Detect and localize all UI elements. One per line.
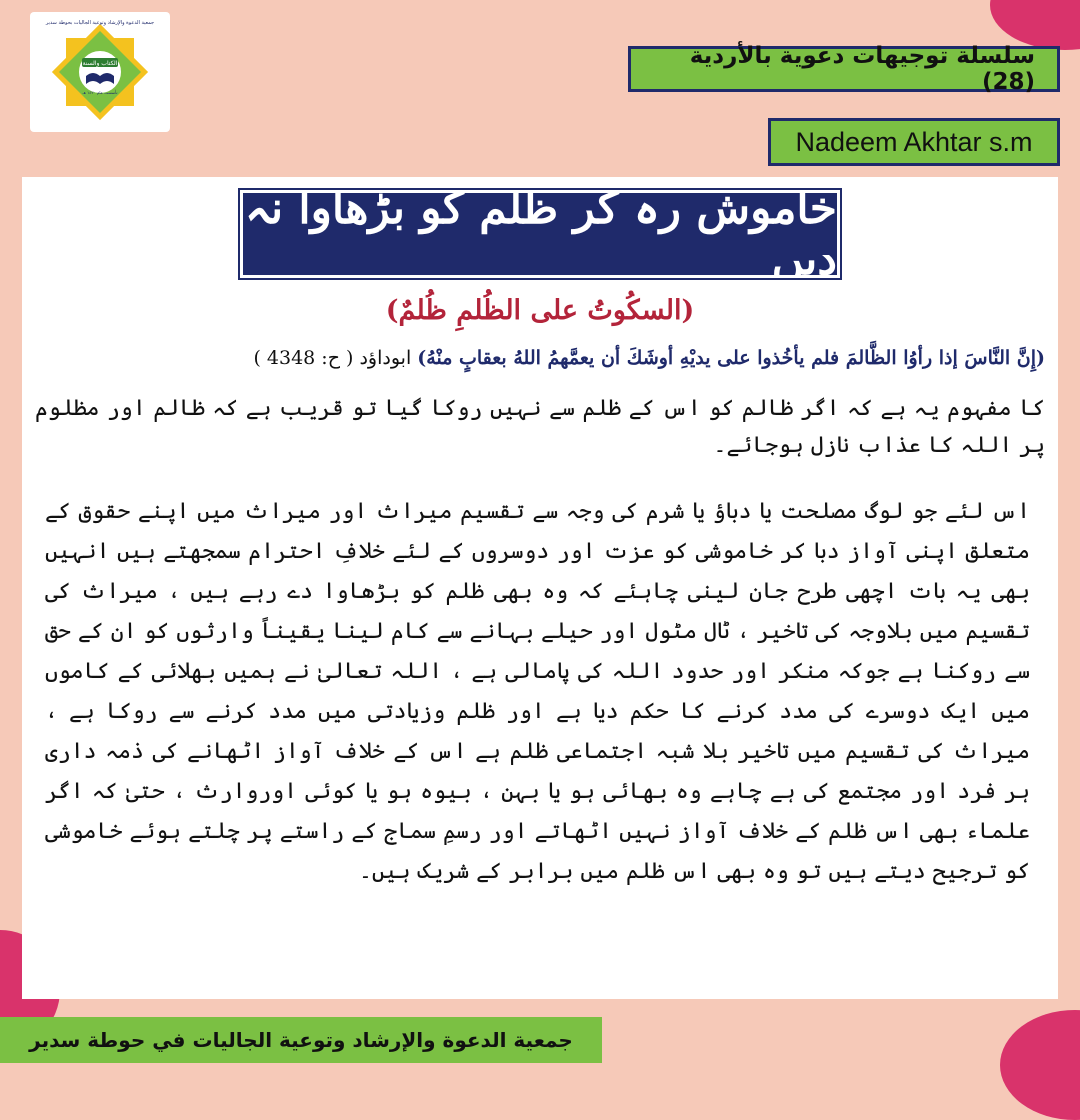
- author-banner: [768, 118, 1060, 166]
- footer-banner: [0, 1017, 602, 1063]
- hadith-text: (إِنَّ النَّاسَ إذا رأوُا الظَّالمَ فلم يأخُذوا على يديْهِ أوشَكَ أن يعمَّهمُ اللهُ بعقابٍ منْهُ): [417, 347, 1045, 369]
- series-title: سلسلة توجيهات دعوية بالأردية (28): [689, 43, 1035, 95]
- logo-ring-text: جمعية الدعوة والإرشاد وتوعية الجاليات بحوطة سدير: [45, 20, 155, 26]
- arabic-subtitle: (السكُوتُ على الظُلمِ ظُلمٌ): [385, 295, 695, 326]
- hadith-line: [35, 347, 1045, 369]
- hadith-reference: ابوداؤد ( ح: 4348 ): [253, 347, 412, 369]
- footer-text: جمعية الدعوة والإرشاد وتوعية الجاليات في حوطة سدير: [29, 1028, 573, 1052]
- title-banner: [240, 183, 840, 285]
- author-name: Nadeem Akhtar s.m: [795, 126, 1033, 157]
- org-logo: [30, 12, 170, 132]
- logo-est-text: تأسست عام ١٤٢٠ هـ: [82, 90, 118, 95]
- body-paragraph-2: اس لئے جو لوگ مصلحت یا دباؤ یا شرم کی وجہ سے تقسیم میراث اور میراث میں اپنے حقوق کے متعلق اپنی آواز دبا کر خاموشی کو عزت اور دوسروں کے لئے خلافِ احترام سمجھتے ہیں انہیں بھی یہ بات اچھی طرح جان لینی چاہئے کہ وہ بھی ظلم کو بڑھاوا دے رہے ہیں ، میراث کی تقسیم میں بلاوجہ کی تاخیر ، ٹال مٹول اور حیلے بہانے سے کام لینا یقیناً وارثوں کو ان کے حق سے روکنا ہے جوکہ منکر اور حدود اللہ کی پامالی ہے ، اللہ تعالیٰ نے ہمیں بھلائی کے کاموں میں ایک دوسرے کی مدد کرنے کا حکم دیا ہے اور ظلم وزیادتی میں مدد کرنے سے روکا ہے ، میراث کی تقسیم میں تاخیر بلا شبہ اجتماعی ظلم ہے اس کے خلاف آواز اٹھانے کی ذمہ داری ہر فرد اور مجتمع کی ہے چاہے وہ بھائی ہو یا بہن ، بیوہ ہو یا کوئی اوروارث ، حتیٰ کہ اگر علماء بھی اس ظلم کے خلاف آواز نہیں اٹھاتے اور رسمِ سماج کے راستے پر چلتے ہوئے خاموشی کو ترجیح دیتے ہیں تو وہ بھی اس ظلم میں برابر کے شریک ہیں۔: [45, 499, 1030, 884]
- logo-emblem: [35, 16, 165, 128]
- series-banner: [628, 43, 1060, 95]
- decor-blob-bottom-right: [1000, 1010, 1080, 1120]
- main-title: خاموش رہ کر ظلم کو بڑھاوا نہ دیں: [245, 183, 837, 285]
- body-paragraph-1: کا مفہوم یہ ہے کہ اگر ظالم کو اس کے ظلم سے نہیں روکا گیا تو قریب ہے کہ ظالم اور مظلوم پر اللہ کا عذاب نازل ہوجائے۔: [35, 396, 1045, 458]
- logo-banner-text: الكتاب والسنة: [82, 60, 118, 67]
